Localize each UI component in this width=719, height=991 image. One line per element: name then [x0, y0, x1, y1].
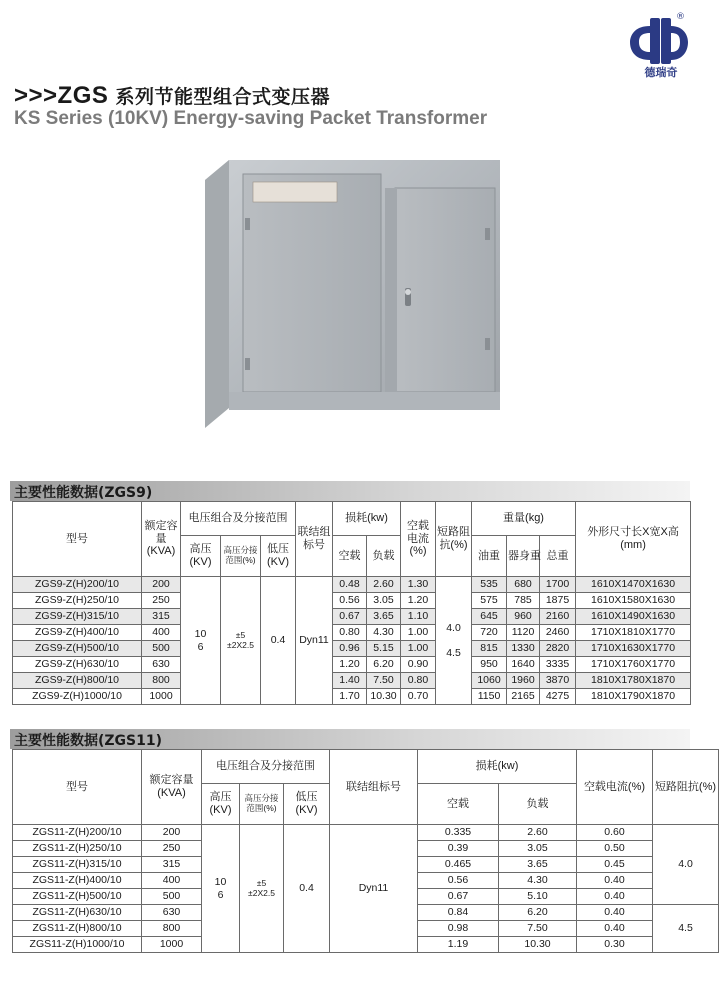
cell-no-load-current: 1.00 — [401, 641, 436, 657]
section-header-zgs9: 主要性能数据(ZGS9) — [10, 481, 690, 501]
cell-capacity: 500 — [142, 889, 202, 905]
cell-no-load-current: 1.00 — [401, 625, 436, 641]
cell-no-load-loss: 0.335 — [418, 825, 499, 841]
page-title-cn — [14, 82, 330, 110]
registered-mark: ® — [676, 12, 685, 22]
cell-load-loss: 7.50 — [367, 673, 401, 689]
cell-load-loss: 4.30 — [367, 625, 401, 641]
cell-no-load-loss: 0.84 — [418, 905, 499, 921]
col-tap-range: 高压分接范围(%) — [240, 784, 284, 825]
col-oil-weight: 油重 — [472, 536, 507, 577]
cell-capacity: 800 — [142, 921, 202, 937]
cell-body-weight: 1330 — [507, 641, 540, 657]
cell-load-loss: 3.65 — [499, 857, 577, 873]
cell-load-loss: 5.10 — [499, 889, 577, 905]
cell-total-weight: 4275 — [540, 689, 576, 705]
cell-capacity: 200 — [142, 825, 202, 841]
cell-load-loss: 10.30 — [499, 937, 577, 953]
cell-no-load-current: 0.90 — [401, 657, 436, 673]
cell-load-loss: 7.50 — [499, 921, 577, 937]
cell-load-loss: 6.20 — [367, 657, 401, 673]
col-impedance: 短路阻抗(%) — [436, 502, 472, 577]
cell-load-loss: 2.60 — [499, 825, 577, 841]
col-lv: 低压(KV) — [261, 536, 296, 577]
cell-capacity: 250 — [142, 841, 202, 857]
col-no-load-current: 空载电流(%) — [401, 502, 436, 577]
cell-oil-weight: 645 — [472, 609, 507, 625]
table-row — [13, 625, 691, 641]
cell-load-loss: 4.30 — [499, 873, 577, 889]
title-cn-text: 系列节能型组合式变压器 — [115, 86, 331, 108]
col-vector-group: 联结组标号 — [330, 750, 418, 825]
cell-capacity: 315 — [142, 857, 202, 873]
cell-no-load-loss: 1.19 — [418, 937, 499, 953]
cell-no-load-loss: 0.465 — [418, 857, 499, 873]
col-voltage-group: 电压组合及分接范围 — [202, 750, 330, 784]
cell-oil-weight: 1150 — [472, 689, 507, 705]
col-model: 型号 — [13, 750, 142, 825]
cell-lv: 0.4 — [261, 577, 296, 705]
cell-load-loss: 3.65 — [367, 609, 401, 625]
product-image — [205, 158, 510, 430]
table-row — [13, 593, 691, 609]
cell-no-load-current: 1.10 — [401, 609, 436, 625]
cell-oil-weight: 815 — [472, 641, 507, 657]
cell-total-weight: 2160 — [540, 609, 576, 625]
cell-body-weight: 680 — [507, 577, 540, 593]
cell-oil-weight: 535 — [472, 577, 507, 593]
cell-load-loss: 10.30 — [367, 689, 401, 705]
col-load-loss: 负载 — [367, 536, 401, 577]
cell-capacity: 1000 — [142, 689, 181, 705]
col-weight-group: 重量(kg) — [472, 502, 576, 536]
cell-model: ZGS9-Z(H)1000/10 — [13, 689, 142, 705]
cell-no-load-current: 0.40 — [577, 905, 653, 921]
cell-model: ZGS11-Z(H)250/10 — [13, 841, 142, 857]
cell-load-loss: 6.20 — [499, 905, 577, 921]
cell-no-load-current: 0.40 — [577, 889, 653, 905]
cell-no-load-loss: 1.20 — [333, 657, 367, 673]
cell-model: ZGS11-Z(H)800/10 — [13, 921, 142, 937]
cell-no-load-current: 0.70 — [401, 689, 436, 705]
section-header-zgs11: 主要性能数据(ZGS11) — [10, 729, 690, 749]
cell-body-weight: 960 — [507, 609, 540, 625]
cell-model: ZGS9-Z(H)400/10 — [13, 625, 142, 641]
cell-load-loss: 3.05 — [499, 841, 577, 857]
cell-body-weight: 1120 — [507, 625, 540, 641]
table-row — [13, 609, 691, 625]
cell-oil-weight: 1060 — [472, 673, 507, 689]
cell-capacity: 800 — [142, 673, 181, 689]
cell-no-load-current: 0.45 — [577, 857, 653, 873]
cell-model: ZGS9-Z(H)250/10 — [13, 593, 142, 609]
cell-hv: 10 6 — [181, 577, 221, 705]
cell-impedance: 4.5 — [653, 905, 719, 953]
cell-vector-group: Dyn11 — [296, 577, 333, 705]
page-title-en: KS Series (10KV) Energy-saving Packet Transformer — [14, 108, 488, 129]
cell-no-load-loss: 0.80 — [333, 625, 367, 641]
cell-load-loss: 2.60 — [367, 577, 401, 593]
col-tap-range: 高压分接范围(%) — [221, 536, 261, 577]
cell-no-load-loss: 0.96 — [333, 641, 367, 657]
cell-total-weight: 3335 — [540, 657, 576, 673]
table-row — [13, 689, 691, 705]
title-prefix: >>>ZGS — [14, 82, 109, 109]
cell-tap-range: ±5 ±2X2.5 — [221, 577, 261, 705]
cell-no-load-loss: 0.56 — [418, 873, 499, 889]
cell-no-load-current: 0.40 — [577, 873, 653, 889]
cell-vector-group: Dyn11 — [330, 825, 418, 953]
cell-capacity: 1000 — [142, 937, 202, 953]
cell-model: ZGS11-Z(H)500/10 — [13, 889, 142, 905]
cell-model: ZGS11-Z(H)630/10 — [13, 905, 142, 921]
cell-total-weight: 3870 — [540, 673, 576, 689]
cell-no-load-loss: 0.67 — [418, 889, 499, 905]
cell-no-load-current: 1.20 — [401, 593, 436, 609]
col-hv: 高压(KV) — [202, 784, 240, 825]
col-voltage-group: 电压组合及分接范围 — [181, 502, 296, 536]
cell-body-weight: 1640 — [507, 657, 540, 673]
col-model: 型号 — [13, 502, 142, 577]
col-capacity: 额定容量(KVA) — [142, 750, 202, 825]
table-row — [13, 577, 691, 593]
cell-no-load-loss: 1.40 — [333, 673, 367, 689]
cell-total-weight: 2460 — [540, 625, 576, 641]
cell-total-weight: 1875 — [540, 593, 576, 609]
cell-capacity: 500 — [142, 641, 181, 657]
cell-body-weight: 2165 — [507, 689, 540, 705]
cell-model: ZGS9-Z(H)500/10 — [13, 641, 142, 657]
cell-capacity: 200 — [142, 577, 181, 593]
cell-no-load-current: 0.60 — [577, 825, 653, 841]
cell-total-weight: 1700 — [540, 577, 576, 593]
cell-total-weight: 2820 — [540, 641, 576, 657]
col-hv: 高压(KV) — [181, 536, 221, 577]
cell-model: ZGS9-Z(H)800/10 — [13, 673, 142, 689]
cell-capacity: 630 — [142, 657, 181, 673]
cell-oil-weight: 720 — [472, 625, 507, 641]
cell-oil-weight: 575 — [472, 593, 507, 609]
cell-model: ZGS11-Z(H)1000/10 — [13, 937, 142, 953]
cell-no-load-current: 0.30 — [577, 937, 653, 953]
spec-table-zgs9 — [12, 501, 691, 705]
col-loss-group: 损耗(kw) — [418, 750, 577, 784]
cell-capacity: 400 — [142, 873, 202, 889]
cell-capacity: 630 — [142, 905, 202, 921]
cell-impedance: 4.0 4.5 — [436, 577, 472, 705]
cell-oil-weight: 950 — [472, 657, 507, 673]
cell-dimensions: 1810X1780X1870 — [576, 673, 691, 689]
table-row — [13, 641, 691, 657]
table-row — [13, 673, 691, 689]
col-vector-group: 联结组标号 — [296, 502, 333, 577]
col-no-load-loss: 空载 — [418, 784, 499, 825]
cell-capacity: 250 — [142, 593, 181, 609]
cell-model: ZGS11-Z(H)200/10 — [13, 825, 142, 841]
cell-dimensions: 1610X1490X1630 — [576, 609, 691, 625]
col-dimensions: 外形尺寸长X宽X高(mm) — [576, 502, 691, 577]
cell-dimensions: 1710X1630X1770 — [576, 641, 691, 657]
cell-capacity: 315 — [142, 609, 181, 625]
cell-dimensions: 1610X1470X1630 — [576, 577, 691, 593]
cell-lv: 0.4 — [284, 825, 330, 953]
cell-impedance: 4.0 — [653, 825, 719, 905]
cell-model: ZGS11-Z(H)400/10 — [13, 873, 142, 889]
cell-model: ZGS9-Z(H)200/10 — [13, 577, 142, 593]
cell-load-loss: 5.15 — [367, 641, 401, 657]
cell-no-load-loss: 0.39 — [418, 841, 499, 857]
col-no-load-current: 空载电流(%) — [577, 750, 653, 825]
cell-load-loss: 3.05 — [367, 593, 401, 609]
col-lv: 低压(KV) — [284, 784, 330, 825]
spec-table-zgs11 — [12, 749, 719, 953]
cell-no-load-current: 0.80 — [401, 673, 436, 689]
cell-no-load-current: 0.50 — [577, 841, 653, 857]
cell-dimensions: 1610X1580X1630 — [576, 593, 691, 609]
cell-capacity: 400 — [142, 625, 181, 641]
cell-dimensions: 1710X1760X1770 — [576, 657, 691, 673]
brand-name: 德瑞奇 — [644, 66, 678, 79]
cell-no-load-loss: 0.48 — [333, 577, 367, 593]
cell-no-load-loss: 0.67 — [333, 609, 367, 625]
cell-body-weight: 785 — [507, 593, 540, 609]
col-load-loss: 负载 — [499, 784, 577, 825]
cell-body-weight: 1960 — [507, 673, 540, 689]
cell-dimensions: 1810X1790X1870 — [576, 689, 691, 705]
cell-model: ZGS11-Z(H)315/10 — [13, 857, 142, 873]
col-no-load-loss: 空载 — [333, 536, 367, 577]
cell-dimensions: 1710X1810X1770 — [576, 625, 691, 641]
cell-no-load-loss: 0.56 — [333, 593, 367, 609]
table-row — [13, 657, 691, 673]
cell-hv: 10 6 — [202, 825, 240, 953]
cell-no-load-loss: 0.98 — [418, 921, 499, 937]
col-impedance: 短路阻抗(%) — [653, 750, 719, 825]
cell-no-load-loss: 1.70 — [333, 689, 367, 705]
cell-no-load-current: 1.30 — [401, 577, 436, 593]
col-capacity: 额定容量(KVA) — [142, 502, 181, 577]
cell-no-load-current: 0.40 — [577, 921, 653, 937]
col-body-weight: 器身重 — [507, 536, 540, 577]
cell-model: ZGS9-Z(H)315/10 — [13, 609, 142, 625]
col-total-weight: 总重 — [540, 536, 576, 577]
table-row — [13, 825, 719, 841]
cell-model: ZGS9-Z(H)630/10 — [13, 657, 142, 673]
col-loss-group: 损耗(kw) — [333, 502, 401, 536]
cell-tap-range: ±5 ±2X2.5 — [240, 825, 284, 953]
